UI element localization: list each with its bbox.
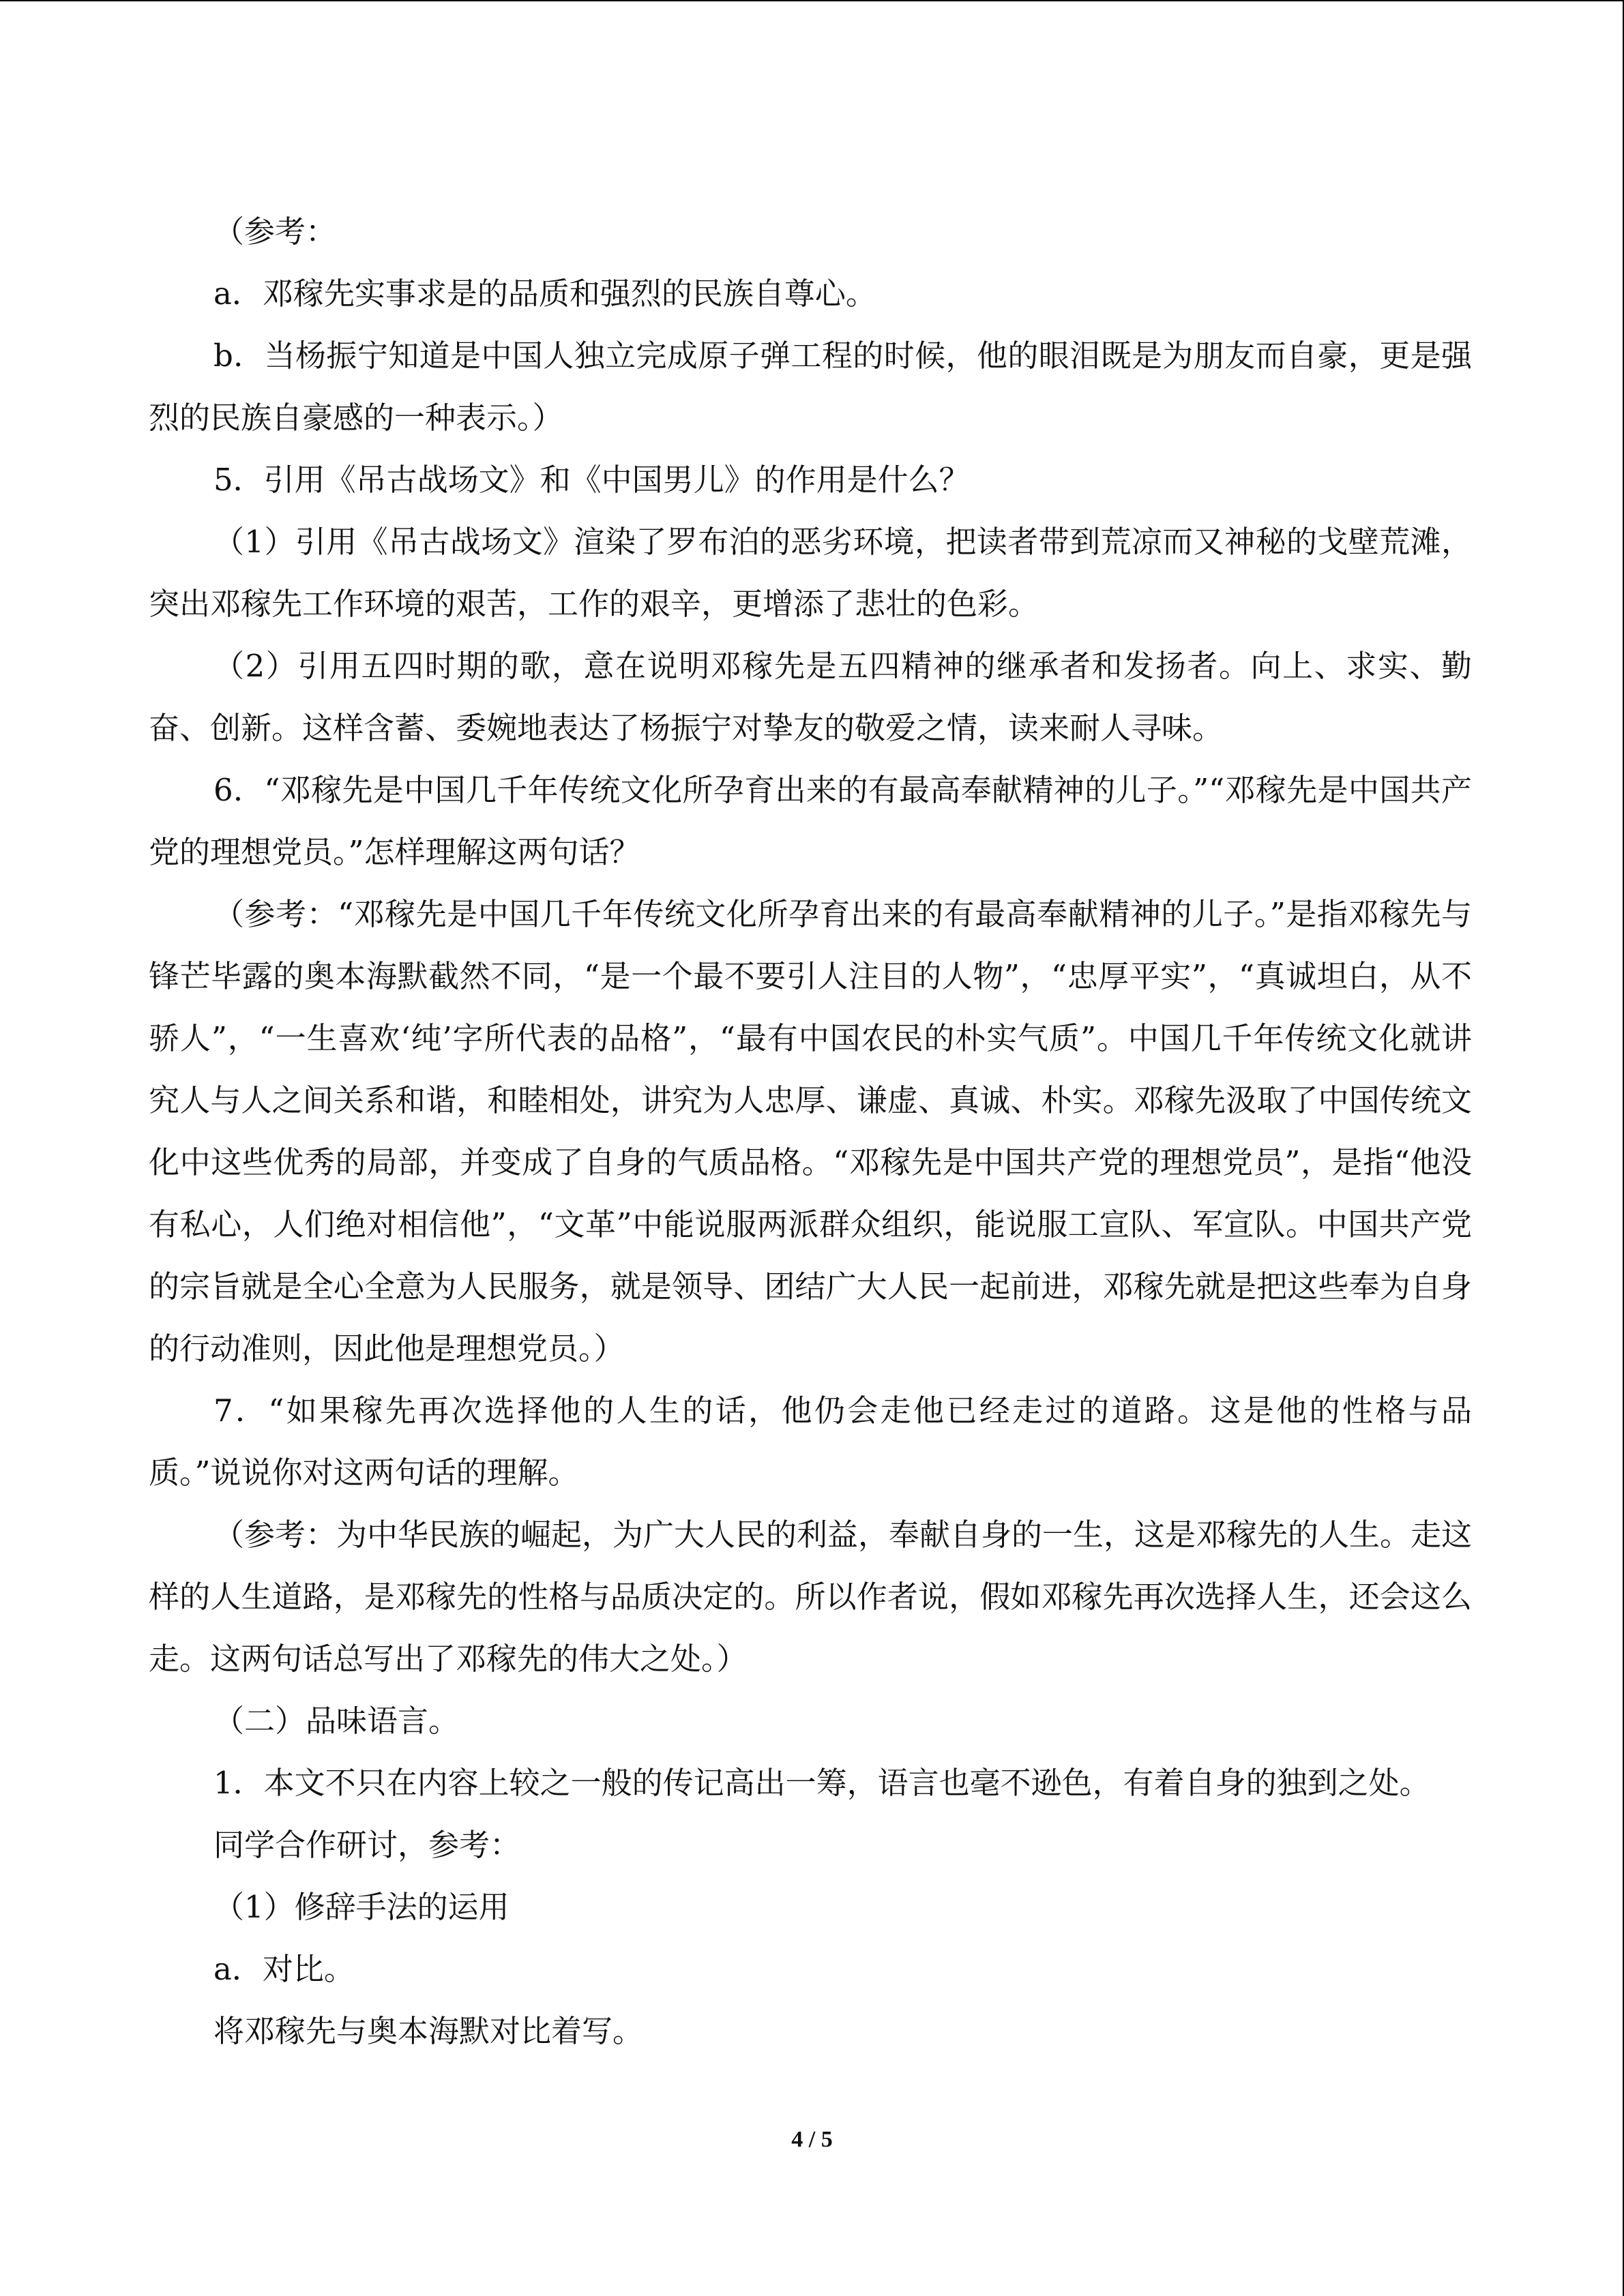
paragraph-reference-open: （参考： — [213, 213, 337, 250]
document-body — [149, 200, 1472, 2062]
paragraph-item-a: a．邓稼先实事求是的品质和强烈的民族自尊心。 — [213, 275, 876, 312]
question-5: 5．引用《吊古战场文》和《中国男儿》的作用是什么？ — [213, 462, 970, 498]
answer-5-part-2: （2）引用五四时期的歌，意在说明邓稼先是五四精神的继承者和发扬者。向上、求实、勤奋、创新。这样含蓄、委婉地表达了杨振宁对挚友的敬爱之情，读来耐人寻味。 — [149, 648, 1472, 746]
question-6: 6．“邓稼先是中国几千年传统文化所孕育出来的有最高奉献精神的儿子。”“邓稼先是中国共产党的理想党员。”怎样理解这两句话？ — [149, 772, 1472, 870]
group-discussion-note: 同学合作研讨，参考： — [213, 1827, 521, 1863]
answer-5-part-1: （1）引用《吊古战场文》渲染了罗布泊的恶劣环境，把读者带到荒凉而又神秘的戈壁荒滩，突出邓稼先工作环境的艰苦，工作的艰辛，更增添了悲壮的色彩。 — [149, 524, 1472, 622]
section-heading-language: （二）品味语言。 — [213, 1703, 460, 1739]
rhetoric-heading: （1）修辞手法的运用 — [213, 1889, 510, 1925]
rhetoric-item-a: a．对比。 — [213, 1951, 355, 1987]
paragraph-item-b: b．当杨振宁知道是中国人独立完成原子弹工程的时候，他的眼泪既是为朋友而自豪，更是强烈的民族自豪感的一种表示。） — [149, 338, 1472, 436]
question-7: 7．“如果稼先再次选择他的人生的话，他仍会走他已经走过的道路。这是他的性格与品质。”说说你对这两句话的理解。 — [149, 1392, 1472, 1491]
rhetoric-item-a-detail: 将邓稼先与奥本海默对比着写。 — [213, 2013, 644, 2049]
language-point-1: 1．本文不只在内容上较之一般的传记高出一筹，语言也毫不逊色，有着自身的独到之处。 — [213, 1765, 1430, 1801]
answer-6: （参考：“邓稼先是中国几千年传统文化所孕育出来的有最高奉献精神的儿子。”是指邓稼先与锋芒毕露的奥本海默截然不同，“是一个最不要引人注目的人物”，“忠厚平实”，“真诚坦白，从不骄人”，“一生喜欢‘纯’字所代表的品格”，“最有中国农民的朴实气质”。中国几千年传统文化就讲究人与人之间关系和谐，和睦相处，讲究为人忠厚、谦虚、真诚、朴实。邓稼先汲取了中国传统文化中这些优秀的局部，并变成了自身的气质品格。“邓稼先是中国共产党的理想党员”，是指“他没有私心，人们绝对相信他”，“文革”中能说服两派群众组织，能说服工宣队、军宣队。中国共产党的宗旨就是全心全意为人民服务，就是领导、团结广大人民一起前进，邓稼先就是把这些奉为自身的行动准则，因此他是理想党员。） — [149, 896, 1472, 1367]
page-number: 4 / 5 — [791, 2127, 833, 2152]
answer-7: （参考：为中华民族的崛起，为广大人民的利益，奉献自身的一生，这是邓稼先的人生。走这样的人生道路，是邓稼先的性格与品质决定的。所以作者说，假如邓稼先再次选择人生，还会这么走。这两句话总写出了邓稼先的伟大之处。） — [149, 1517, 1473, 1677]
